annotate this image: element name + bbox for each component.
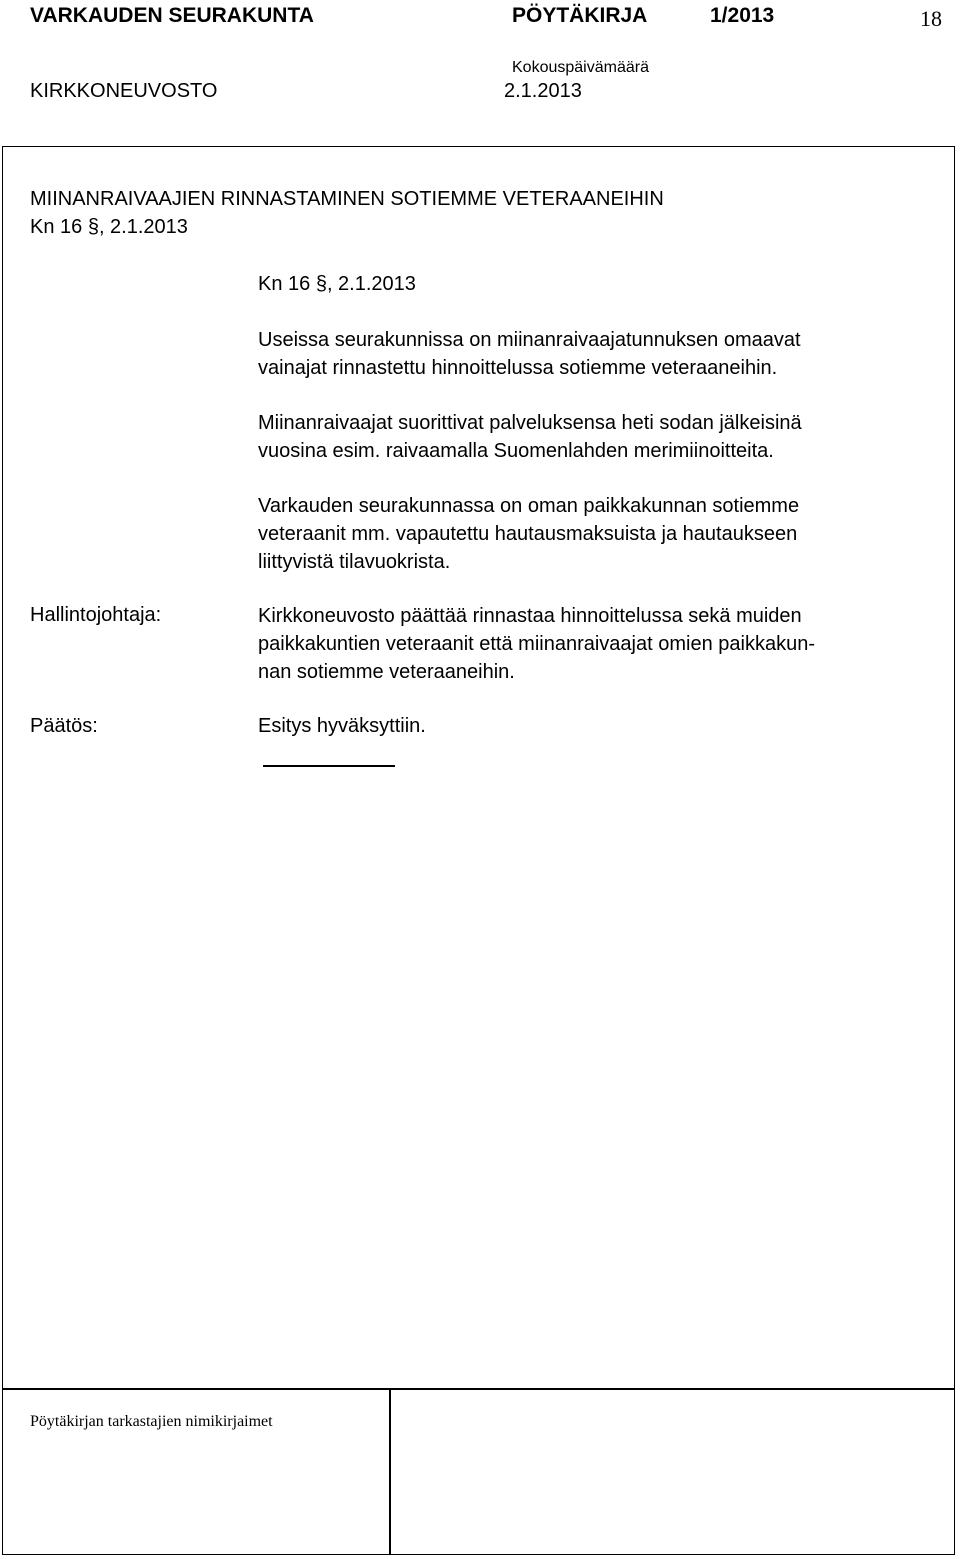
section-reference-right: Kn 16 §, 2.1.2013 — [258, 273, 416, 295]
meeting-date-label: Kokouspäivämäärä — [512, 59, 649, 76]
org-name: VARKAUDEN SEURAKUNTA — [30, 4, 314, 27]
footer-divider — [2, 1388, 955, 1390]
decision-label: Päätös: — [30, 715, 98, 737]
proposal-line: nan sotiemme veteraaneihin. — [258, 661, 515, 683]
end-rule — [263, 765, 395, 767]
paragraph-line: liittyvistä tilavuokrista. — [258, 551, 451, 573]
paragraph-line: Varkauden seurakunnassa on oman paikkakunnan sotiemme — [258, 495, 800, 517]
proposal-text — [258, 602, 815, 686]
proposal-label: Hallintojohtaja: — [30, 604, 162, 626]
proposal-line: Kirkkoneuvosto päättää rinnastaa hinnoittelussa sekä muiden — [258, 605, 802, 627]
paragraph-line: Miinanraivaajat suorittivat palveluksensa heti sodan jälkeisinä — [258, 412, 802, 434]
meeting-date: 2.1.2013 — [504, 80, 582, 102]
signatures-label: Pöytäkirjan tarkastajien nimikirjaimet — [30, 1413, 273, 1430]
paragraph — [258, 326, 801, 382]
paragraph — [258, 409, 802, 465]
doc-number: 1/2013 — [710, 4, 775, 27]
section-title: MIINANRAIVAAJIEN RINNASTAMINEN SOTIEMME VETERAANEIHIN — [30, 188, 664, 210]
body-name: KIRKKONEUVOSTO — [30, 80, 218, 102]
page-number: 18 — [920, 6, 942, 31]
paragraph — [258, 492, 799, 576]
paragraph-line: vainajat rinnastettu hinnoittelussa sotiemme veteraaneihin. — [258, 357, 778, 379]
doc-type: PÖYTÄKIRJA — [512, 4, 648, 27]
footer-column-divider — [389, 1388, 391, 1555]
paragraph-line: Useissa seurakunnissa on miinanraivaajatunnuksen omaavat — [258, 329, 801, 351]
decision-text: Esitys hyväksyttiin. — [258, 715, 426, 737]
proposal-line: paikkakuntien veteraanit että miinanraivaajat omien paikkakun- — [258, 633, 815, 655]
paragraph-line: vuosina esim. raivaamalla Suomenlahden merimiinoitteita. — [258, 440, 774, 462]
section-reference: Kn 16 §, 2.1.2013 — [30, 216, 188, 238]
paragraph-line: veteraanit mm. vapautettu hautausmaksuista ja hautaukseen — [258, 523, 798, 545]
